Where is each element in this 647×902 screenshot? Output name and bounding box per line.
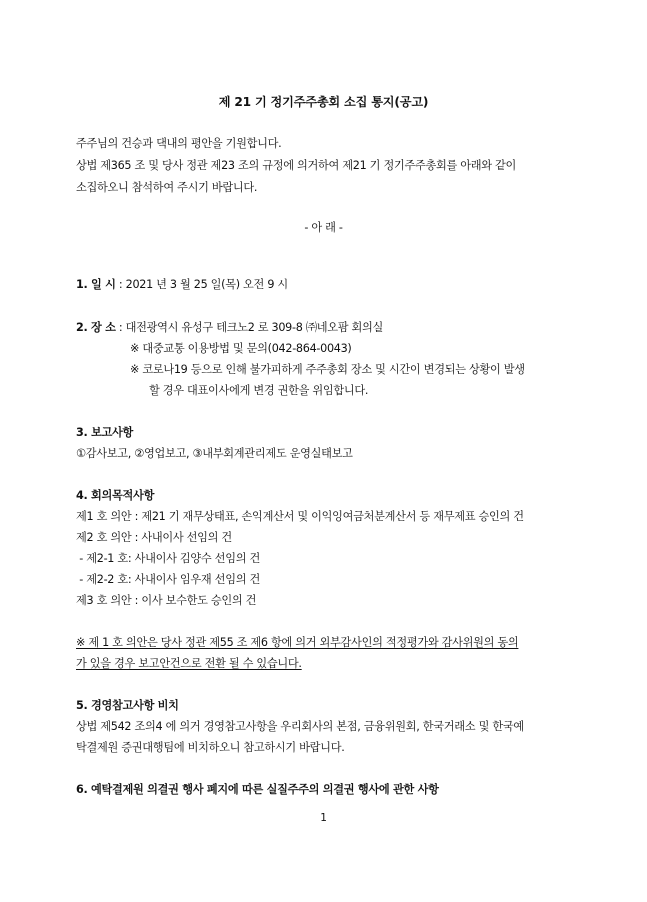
section-5-text-1: 상법 제542 조의4 에 의거 경영참고사항을 우리회사의 본점, 금융위원회, 한국거래소 및 한국예 [76,720,524,733]
agenda-notice-line-2: 가 있을 경우 보고안건으로 전환 될 수 있습니다. [76,657,302,670]
section-5-text-2: 탁결제원 증권대행팀에 비치하오니 참고하시기 바랍니다. [76,741,345,754]
section-2-note-2b: 할 경우 대표이사에게 변경 권한을 위임합니다. [149,384,369,397]
section-2 [76,319,383,335]
section-6-heading: 6. 예탁결제원 의결권 행사 폐지에 따른 실질주주의 의결권 행사에 관한 사항 [76,783,439,796]
greeting-line-2: 상법 제365 조 및 당사 정관 제23 조의 규정에 의거하여 제21 기 정기주주총회를 아래와 같이 [76,159,517,172]
agenda-item: 제2 호 의안 : 사내이사 선임의 건 [76,531,232,544]
section-2-note-1: ※ 대중교통 이용방법 및 문의(042-864-0043) [130,342,352,355]
section-1-heading: 1. 일 시 [76,278,116,291]
document-title: 제 21 기 정기주주총회 소집 통지(공고) [218,95,429,109]
greeting-line-3: 소집하오니 참석하여 주시기 바랍니다. [76,181,258,194]
separator-text: - 아 래 - [304,221,343,234]
section-5-heading: 5. 경영참고사항 비치 [76,699,179,712]
page-number: 1 [320,812,327,824]
section-1-text: : 2021 년 3 월 25 일(목) 오전 9 시 [115,278,288,291]
agenda-item: 제1 호 의안 : 제21 기 재무상태표, 손익계산서 및 이익잉여금처분계산서 등 재무제표 승인의 건 [76,510,524,523]
section-2-heading: 2. 장 소 [76,321,116,334]
section-1 [76,276,288,292]
section-3-text: ①감사보고, ②영업보고, ③내부회계관리제도 운영실태보고 [76,447,353,460]
section-2-text: : 대전광역시 유성구 테크노2 로 309-8 ㈜네오팜 회의실 [115,321,384,334]
section-2-note-2a: ※ 코로나19 등으로 인해 불가피하게 주주총회 장소 및 시간이 변경되는 상황이 발생 [130,363,525,376]
section-4-heading: 4. 회의목적사항 [76,489,155,502]
greeting-line-1: 주주님의 건승과 댁내의 평안을 기원합니다. [76,137,282,150]
agenda-notice-line-1: ※ 제 1 호 의안은 당사 정관 제55 조 제6 항에 의거 외부감사인의 적정평가와 감사위원의 동의 [76,636,519,649]
section-3-heading: 3. 보고사항 [76,426,134,439]
agenda-item: - 제2-1 호: 사내이사 김양수 선임의 건 [76,552,260,565]
agenda-item: 제3 호 의안 : 이사 보수한도 승인의 건 [76,594,257,607]
agenda-item: - 제2-2 호: 사내이사 임우재 선임의 건 [76,573,260,586]
